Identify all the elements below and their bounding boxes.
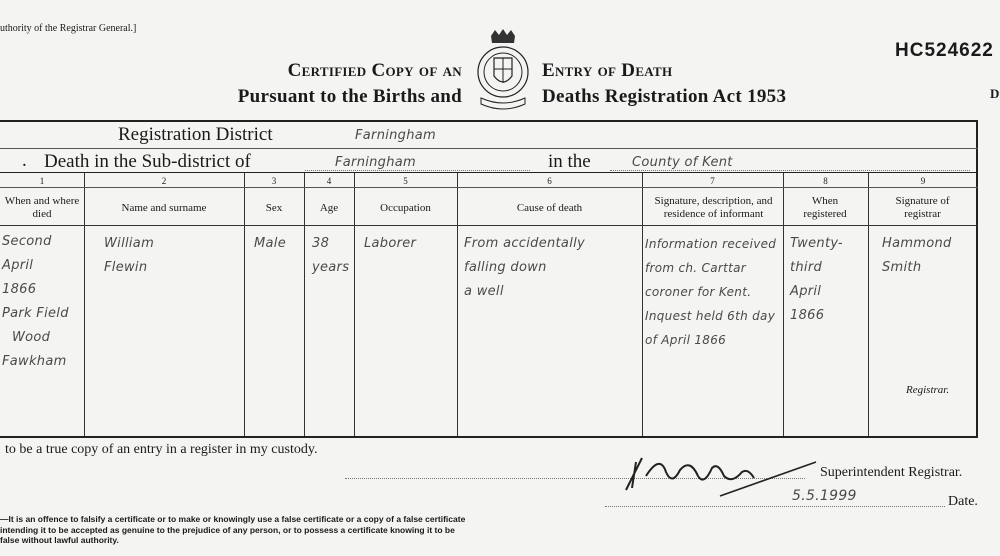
col-header-informant: Signature, description, and residence of informant xyxy=(654,195,773,220)
date-dotline xyxy=(605,506,945,507)
table-top-rule xyxy=(0,172,978,173)
frame-bottom xyxy=(0,436,978,438)
entry-line: Flewin xyxy=(104,260,148,275)
registration-district-label: Registration District xyxy=(118,124,273,145)
entry-line: Second xyxy=(2,234,52,249)
entry-prefix: . xyxy=(22,150,27,171)
entry-line: Twenty- xyxy=(790,236,843,251)
col-number: 6 xyxy=(547,176,552,186)
col-divider xyxy=(642,173,643,436)
col-header-occupation: Occupation xyxy=(380,202,431,214)
certify-text: to be a true copy of an entry in a register in my custody. xyxy=(5,442,318,457)
date-value: 5.5.1999 xyxy=(792,488,857,504)
entry-line: Hammond xyxy=(882,236,952,251)
entry-line: years xyxy=(312,260,350,275)
col-divider xyxy=(783,173,784,436)
col-number: 7 xyxy=(710,176,715,186)
entry-line: a well xyxy=(464,284,504,299)
in-the-label: in the xyxy=(548,151,591,172)
col-header-age: Age xyxy=(319,202,339,214)
title-left xyxy=(190,58,462,110)
col-header-cause: Cause of death xyxy=(516,202,583,214)
entry-line: Information received xyxy=(645,237,777,251)
entry-line: Fawkham xyxy=(2,354,67,369)
superintendent-registrar-label: Superintendent Registrar. xyxy=(820,465,963,480)
title-right-line2: Deaths Registration Act 1953 xyxy=(542,86,787,107)
entry-when-where xyxy=(2,230,82,374)
title-right-line1: Entry of Death xyxy=(542,60,673,81)
district-underline xyxy=(0,148,978,149)
entry-line: William xyxy=(104,236,155,251)
entry-line: 38 xyxy=(312,236,330,251)
title-right xyxy=(542,58,786,110)
title-left-line2: Pursuant to the Births and xyxy=(237,86,462,107)
royal-crest-emblem xyxy=(474,28,532,114)
colnum-rule xyxy=(0,187,978,188)
certificate-number: HC524622 xyxy=(895,40,994,61)
col-header-name: Name and surname xyxy=(121,202,207,214)
entry-when-registered xyxy=(790,232,843,328)
title-left-line1: Certified Copy of an xyxy=(287,60,462,81)
entry-line: April xyxy=(790,284,822,299)
col-number: 5 xyxy=(403,176,408,186)
col-number: 3 xyxy=(271,176,277,186)
entry-line: Park Field xyxy=(2,306,69,321)
entry-line: coroner for Kent. xyxy=(645,285,752,299)
subdistrict-dotline xyxy=(305,170,530,171)
superintendent-signature xyxy=(620,448,820,500)
entry-line: 1866 xyxy=(2,282,37,297)
col-header-when-where: When and where died xyxy=(4,195,80,220)
entry-informant xyxy=(645,232,776,352)
col-header-sex: Sex xyxy=(265,202,283,214)
entry-line: falling down xyxy=(464,260,547,275)
entry-line: third xyxy=(790,260,823,275)
county-value: County of Kent xyxy=(632,155,733,170)
authority-note: uthority of the Registrar General.] xyxy=(0,23,137,34)
col-divider xyxy=(868,173,869,436)
entry-line: 1866 xyxy=(790,308,825,323)
col-header-when-registered: When registered xyxy=(803,195,847,220)
entry-cause xyxy=(464,232,585,304)
entry-name xyxy=(104,232,154,280)
entry-line: from ch. Carttar xyxy=(645,261,746,275)
date-label: Date. xyxy=(948,494,978,509)
entry-age xyxy=(312,232,349,280)
entry-line: Wood xyxy=(12,330,51,345)
entry-occupation: Laborer xyxy=(364,236,417,251)
death-subdistrict-label: Death in the Sub-district of xyxy=(44,151,251,172)
entry-line: Inquest held 6th day xyxy=(645,309,776,323)
legal-warning: —It is an offence to falsify a certificate or to make or knowingly use a false certificate or a copy of a false certificate intending it to be accepted as genuine to the prejudice of any person, or to possess a certificate knowing it to be false without lawful authority. xyxy=(0,514,466,545)
entry-line: Smith xyxy=(882,260,922,275)
edge-letter: D xyxy=(990,86,1000,101)
entry-line: of April 1866 xyxy=(645,333,727,347)
col-number: 2 xyxy=(161,176,167,186)
county-dotline xyxy=(610,170,970,171)
frame-right xyxy=(976,120,978,438)
header-rule xyxy=(0,225,978,226)
frame-top xyxy=(0,120,978,122)
col-number: 9 xyxy=(920,176,926,186)
col-header-registrar-sig: Signature of registrar xyxy=(895,195,950,220)
entry-line: From accidentally xyxy=(464,236,586,251)
registrar-label: Registrar. xyxy=(906,384,950,396)
entry-registrar-signature xyxy=(882,232,952,280)
entry-sex: Male xyxy=(254,236,286,251)
col-number: 8 xyxy=(823,176,828,186)
subdistrict-value: Farningham xyxy=(335,155,416,170)
registration-district-value: Farningham xyxy=(355,128,436,143)
col-number: 4 xyxy=(326,176,332,186)
entry-line: April xyxy=(2,258,34,273)
col-number: 1 xyxy=(39,176,45,186)
